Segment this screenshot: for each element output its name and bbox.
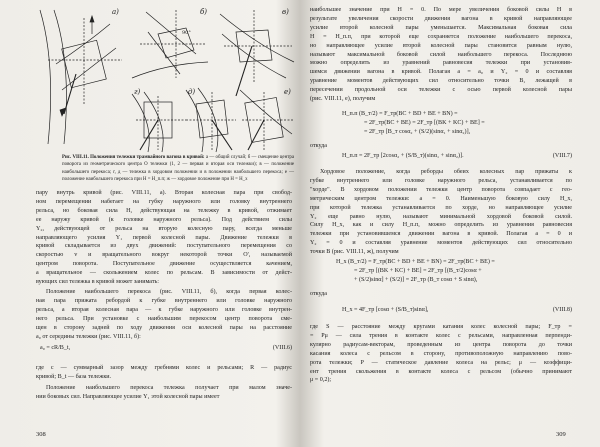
text-line: ент трения скольжения в контакте колеса с рельсом (обычно принимают [310, 368, 572, 375]
text-line: где S — расстояние между кругами катания колес колесной пары; F_тр = [310, 324, 572, 330]
left-body-para3 [36, 364, 292, 382]
left-body-para1 [36, 189, 292, 287]
text-line: него рельса. При установке с наибольшим перекосом центр поворота сме- [36, 315, 292, 322]
text-line: центром поворота. Поступательное движение осуществляется качением, [36, 261, 292, 268]
panel-label-g: г) [134, 88, 141, 96]
equation-line: = 2F_тр(BC + BE) = 2F_тр [(BK + KC) + BE] = [364, 119, 485, 126]
figure-drawing [36, 4, 298, 154]
right-intro-para [310, 6, 572, 104]
caption-text: а — общий случай; б — смещение центра поворота из геометрического центра О тележки (1, 2 — первая и вторая оси тележки); в — положение наибольшего перекоса; г, д — тележка в хордовом положении и в положении наибольшего перекоса; е — положение наибольшего перекоса при H = H_п.п; ж — хордовое положение при H = H_х [62, 155, 295, 182]
text-line: пересечении продольной оси тележки с осью первой колесной пары [310, 87, 572, 94]
text-line: рельса, а вторая колесная пара — к губке наружного или головке внутрен- [36, 306, 292, 313]
angle-label: 90° [182, 30, 191, 36]
equation-number: (VIII.6) [272, 345, 292, 351]
text-line: ее наружу кривой (к головке наружного рельса). Под действием силы [36, 216, 292, 223]
left-body-para2 [36, 288, 292, 341]
text-line: ном перемещении набегает на губку наружного или головку внутреннего [36, 198, 292, 205]
text-line: Силу H_х, как и силу H_п.п, можно определить из уравнения равновесия [310, 222, 572, 229]
equation-viii-6 [40, 345, 292, 354]
panel-label-b: б) [200, 8, 208, 16]
text-line: Положение наибольшего перекоса (рис. VIII.11, б), когда первая колес- [46, 289, 292, 295]
text-line: скоростью v и вращательного вокруг некоторой точки O', называемой [36, 252, 292, 259]
text-line: рельса, но боковая сила H, действующая на тележку в кривой, отжимает [36, 207, 292, 214]
right-chord-para [310, 168, 572, 257]
text-line: где c — суммарный зазор между гребнями колес и рельсами; R — радиус [36, 365, 292, 371]
text-line: откуда [310, 143, 327, 149]
text-line: кулярно радиусам-векторам, проведенным из центра поворота до точки [310, 341, 572, 348]
page-number-left: 308 [36, 431, 46, 438]
text-line: губке внутреннего или головке наружного рельса, устанавливается по [310, 177, 572, 184]
equation-expression: a₀ = cR/B_t, [40, 345, 71, 351]
text-line: H = H_п.п, при которой еще сохраняется положение наибольшего перекоса, [310, 33, 572, 40]
left-page [0, 0, 298, 447]
text-line: вующих сил тележка в кривой может занимать: [36, 279, 159, 286]
caption-title: Рис. VIII.11. Положения тележки трамвайного вагона в кривой: [62, 155, 205, 160]
text-line: но направляющее усилие второй колесной пары становится равным нулю, [310, 42, 572, 49]
text-line: (рис. VIII.11, е), получим [310, 96, 376, 103]
text-line: Положение наибольшего перекоса тележка получает при малом значе- [46, 385, 292, 391]
text-line: a₀ от середины тележки (рис. VIII.11, б): [36, 333, 141, 340]
panel-g-diagram [132, 92, 186, 152]
text-line: кривой; B_t — база тележки. [36, 373, 112, 380]
otkuda-1 [310, 142, 410, 151]
figure-trolley-positions [36, 4, 298, 154]
text-line: усилие второй колесной пары уменьшается. Максимальная боковая сила [310, 24, 572, 31]
text-line: шемся движении вагона в кривой. Полагая a = a₀ и Y₂ = 0 и составляя [310, 69, 572, 76]
equation-line: = 2F_тр [B_т cosα₂ + (S/2)(sinα₁ + sinα₂)], [364, 128, 471, 135]
equation-line: + (S/2)sinα] + (S/2)] = 2F_тр (B_т cosα + S sinα), [354, 276, 478, 283]
equation-block-hpp [338, 110, 558, 137]
text-line: Y₂ еще равно нулю, называют минимальной хордовой боковой силой. [310, 213, 572, 220]
text-line: ная пара прижата ребордой к губке внутреннего или головке наружного [36, 297, 292, 304]
equation-line: = 2F_тр [(BK + KC) + BE] = 2F_тр [(B_т/2)cosα + [354, 267, 482, 274]
equation-viii-7 [342, 153, 572, 162]
panel-c-diagram [220, 10, 294, 96]
text-line: а вращательное — скольжением колес по рельсам. В зависимости от дейст- [36, 270, 292, 277]
text-line: пару внутрь кривой (рис. VIII.11, а). Вторая колесная пара при свобод- [36, 190, 292, 196]
text-line: "хорде". В хордовом положении тележки центр поворота совпадает с гео- [310, 186, 572, 193]
text-line: называют максимальной боковой силой наибольшего перекоса. Последнюю [310, 51, 572, 58]
text-line: касания колеса с рельсом в сторону, противоположную направлению пово- [310, 350, 572, 357]
text-line: = Pμ — сила трения в контакте колес с рельсами, направленная перпенди- [310, 332, 572, 339]
text-line: щен в сторону задней по ходу движения оси колесной пары на расстояние [36, 324, 292, 331]
equation-number: (VIII.8) [552, 307, 572, 313]
otkuda-2 [310, 290, 410, 299]
text-line: Y₂, действующей от рельса на вторую колесную пару, всегда меньше [36, 225, 292, 232]
text-line: кривой складывается из двух движений: поступательного перемещения со [36, 243, 292, 250]
panel-label-e: е) [284, 88, 291, 96]
text-line: μ = 0,2); [310, 377, 332, 384]
figure-caption [62, 154, 294, 183]
equation-viii-8 [342, 307, 572, 316]
equation-block-hx [332, 258, 572, 285]
text-line: Y₂ = 0 и составляя уравнение моментов действующих сил относительно [310, 240, 572, 247]
panel-d-diagram [186, 88, 236, 152]
text-line: точки B (рис. VIII.11, ж), получим [310, 249, 399, 256]
panel-e-diagram [240, 90, 294, 150]
equation-line: H_п.п (B_т/2) = F_тр(BC + BD + BE + BN) = [342, 111, 458, 117]
text-line: при которой тележка устанавливается по хорде, но направляющее усилие [310, 204, 572, 211]
text-line: направляющего усилия Y₁ первой колесной пары. Движение тележки в [36, 234, 292, 241]
left-body-para4 [36, 384, 292, 402]
panel-label-c: в) [282, 8, 289, 16]
text-line: тележки при установившемся движении вагона в кривой. Полагая a = 0 и [310, 231, 572, 238]
text-line: метрическим центром тележки: a = 0. Наименьшую боковую силу H_х, [310, 195, 572, 202]
panel-label-d: д) [188, 88, 196, 96]
text-line: откуда [310, 291, 327, 297]
right-definitions-para [310, 323, 572, 385]
panel-label-a: а) [112, 8, 119, 16]
panel-b-diagram [132, 10, 208, 78]
equation-expression: H_п.п = 2F_тр [2cosα₂ + (S/B_т)(sinα₁ + sinα₂)]. [342, 153, 464, 159]
text-line: результате увеличения скорости движения вагона в кривой направляющее [310, 15, 572, 22]
right-page [302, 0, 600, 447]
equation-number: (VIII.7) [552, 153, 572, 159]
page-number-right: 309 [556, 431, 566, 438]
panel-a-diagram [40, 10, 122, 144]
text-line: Хордовое положение, когда реборды обеих колесных пар прижаты к [320, 169, 572, 175]
text-line: наибольшее значение при H = 0. По мере увеличения боковой силы H в [310, 7, 572, 13]
text-line: можно определить из уравнений равновесия тележки при установив- [310, 60, 572, 67]
text-line: нии боковых сил. Направляющее усилие Y₁ этой колесной пары имеет [36, 393, 220, 400]
equation-line: H_х (B_т/2) = F_тр(BC + BD + BE + BN) = 2F_тр(BC + BE) = [336, 259, 495, 265]
equation-expression: H_х = 4F_тр [cosα + (S/B_т)sinα], [342, 307, 429, 313]
text-line: рота тележки; P — статическое давление колеса на рельс; μ — коэффици- [310, 359, 572, 366]
text-line: уравнение моментов действующих сил относительно точки B, лежащей в [310, 78, 572, 85]
